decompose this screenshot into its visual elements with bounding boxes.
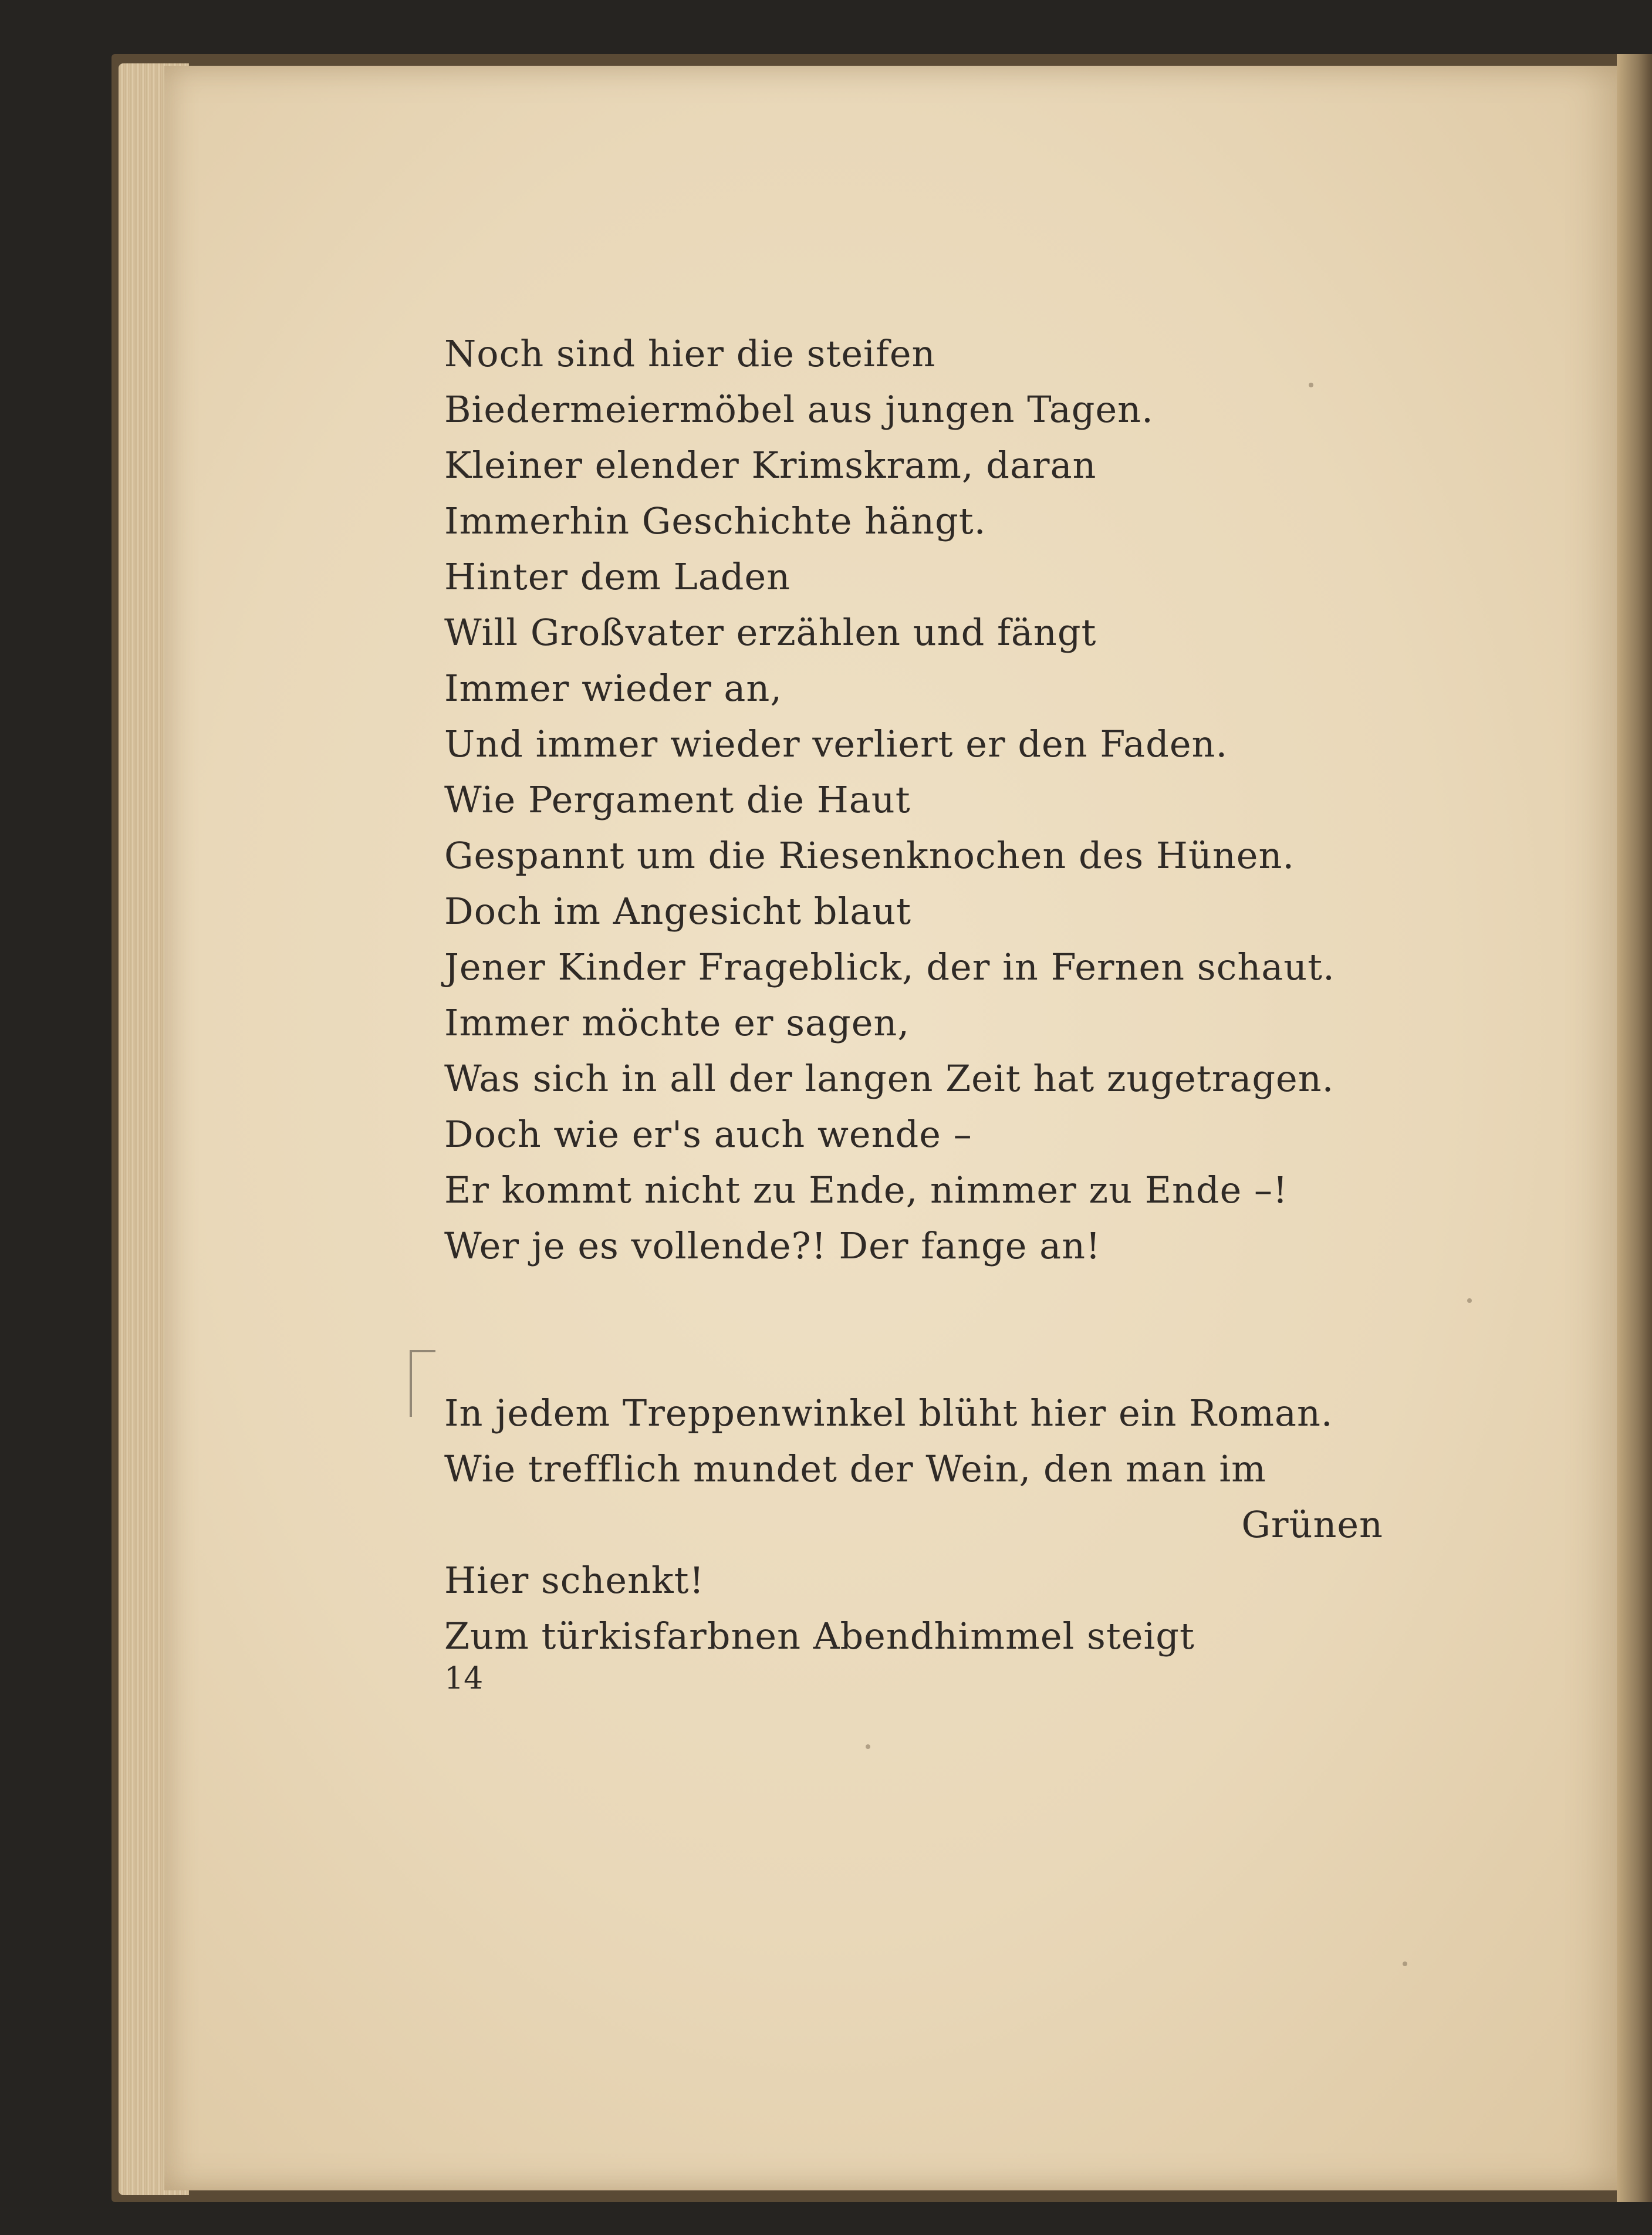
poem-line: Immerhin Geschichte hängt. xyxy=(444,499,987,542)
poem-line: Biedermeiermöbel aus jungen Tagen. xyxy=(444,388,1154,431)
stanza-2 xyxy=(444,1385,1383,1664)
poem-line: Doch im Angesicht blaut xyxy=(444,890,912,933)
poem-line: Gespannt um die Riesenknochen des Hünen. xyxy=(444,834,1295,877)
poem-line: Wer je es vollende?! Der fange an! xyxy=(444,1224,1101,1267)
poem-line: Doch wie er's auch wende – xyxy=(444,1113,972,1156)
poem-line: Will Großvater erzählen und fängt xyxy=(444,611,1097,654)
paper-speck xyxy=(1403,1961,1407,1966)
poem-line: Noch sind hier die steifen xyxy=(444,332,936,375)
poem-line: In jedem Treppenwinkel blüht hier ein Roman. xyxy=(444,1392,1333,1434)
poem-line: Was sich in all der langen Zeit hat zugetragen. xyxy=(444,1057,1335,1100)
poem-line: Zum türkisfarbnen Abendhimmel steigt xyxy=(444,1615,1195,1657)
pencil-mark xyxy=(410,1350,435,1417)
poem-line-continuation: Grünen xyxy=(1241,1503,1383,1546)
poem-text xyxy=(444,326,1383,1664)
poem-line: Immer wieder an, xyxy=(444,667,783,710)
poem-line: Wie Pergament die Haut xyxy=(444,778,911,821)
poem-line: Kleiner elender Krimskram, daran xyxy=(444,444,1097,487)
poem-line: Jener Kinder Frageblick, der in Fernen schaut. xyxy=(444,946,1335,988)
poem-line: Und immer wieder verliert er den Faden. xyxy=(444,723,1228,765)
poem-line: Er kommt nicht zu Ende, nimmer zu Ende –! xyxy=(444,1169,1288,1211)
poem-line: Hier schenkt! xyxy=(444,1559,705,1602)
book-gutter xyxy=(1617,54,1652,2202)
poem-line: Hinter dem Laden xyxy=(444,555,791,598)
stanza-1 xyxy=(444,326,1383,1274)
poem-line: Wie trefflich mundet der Wein, den man im xyxy=(444,1447,1266,1490)
page-number: 14 xyxy=(444,1661,484,1696)
poem-line: Immer möchte er sagen, xyxy=(444,1001,910,1044)
stanza-gap xyxy=(444,1274,1383,1385)
paper-speck xyxy=(1467,1298,1472,1303)
paper-speck xyxy=(866,1744,870,1749)
